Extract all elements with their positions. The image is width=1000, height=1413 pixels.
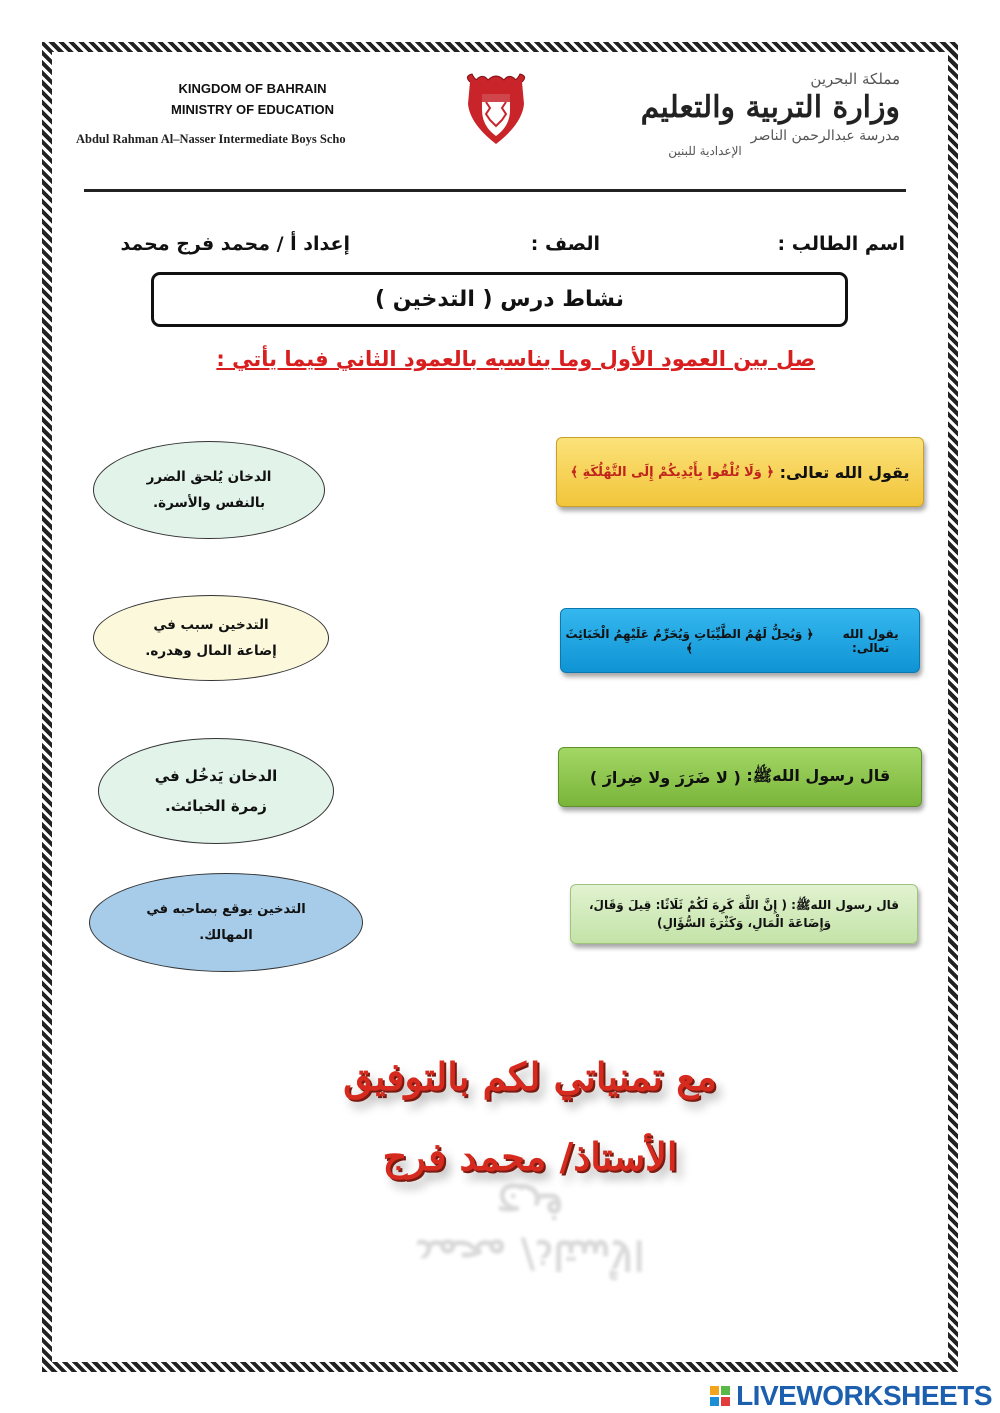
class-label: الصف : — [530, 233, 600, 255]
source-3-prefix: قال رسول اللهﷺ: — [746, 765, 891, 785]
teacher-signature: الأستاذ/ محمد فرج — [382, 1134, 678, 1179]
match-target-2[interactable] — [93, 595, 329, 681]
school-type-arabic: الإعدادية للبنين — [668, 144, 742, 158]
liveworksheets-brand[interactable] — [710, 1380, 992, 1412]
source-4-prefix: قال رسول اللهﷺ: — [791, 898, 900, 912]
prepared-by-label: إعداد أ / محمد فرج محمد — [120, 233, 350, 255]
match-source-3[interactable] — [558, 747, 922, 807]
match-target-4[interactable] — [89, 873, 363, 972]
liveworksheets-logo-icon — [710, 1386, 730, 1406]
lesson-title: نشاط درس ( التدخين ) — [151, 272, 848, 327]
reflection-text: الأستاذ/ محمد فرج — [415, 1184, 645, 1278]
source-2-prefix: يقول الله تعالى: — [842, 626, 899, 655]
ministry-label-arabic: وزارة التربية والتعليم — [640, 90, 900, 125]
match-source-1[interactable] — [556, 437, 924, 507]
instruction-text: صل بين العمود الأول وما يناسبه بالعمود الثاني فيما يأتي : — [216, 347, 815, 371]
match-source-4[interactable] — [570, 884, 918, 944]
school-name-english: Abdul Rahman Al–Nasser Intermediate Boys Scho — [76, 132, 346, 146]
target-3-text: الدخان يَدخُل في زمرة الخبائث. — [154, 767, 278, 815]
bahrain-emblem-icon — [464, 74, 528, 152]
target-4-text: التدخين يوقع بصاحبه في المهالك. — [146, 901, 306, 943]
match-target-1[interactable] — [93, 441, 325, 539]
match-source-2[interactable] — [560, 608, 920, 673]
school-name-arabic: مدرسة عبدالرحمن الناصر — [750, 128, 900, 144]
source-1-prefix: يقول الله تعالى: — [779, 462, 910, 482]
header-divider — [84, 189, 906, 192]
kingdom-label-arabic: مملكة البحرين — [810, 70, 900, 88]
kingdom-label: KINGDOM OF BAHRAIN — [178, 81, 327, 96]
source-1-quote: ﴿ وَلَا تُلْقُوا بِأَيْدِيكُمْ إِلَى التَّهْلُكَةِ ﴾ — [570, 464, 775, 480]
target-2-text: التدخين سبب في إضاعة المال وهدره. — [145, 617, 277, 659]
target-1-text: الدخان يُلحق الضرر بالنفس والأسرة. — [146, 469, 272, 511]
english-header — [120, 78, 385, 120]
student-name-label: اسم الطالب : — [777, 233, 905, 255]
ministry-label: MINISTRY OF EDUCATION — [171, 102, 334, 117]
closing-wish: مع تمنياتي لكم بالتوفيق — [343, 1054, 717, 1099]
source-3-quote: ( لا ضَرَرَ ولا ضِرارَ ) — [589, 767, 741, 787]
source-2-quote: ﴿ وَيُحِلُّ لَهُمُ الطَّيِّبَاتِ وَيُحَرِّمُ عَلَيْهِمُ الْخَبَائِثَ ﴾ — [565, 626, 814, 655]
closing-reflection — [380, 1184, 680, 1278]
brand-name: LIVEWORKSHEETS — [736, 1380, 992, 1411]
match-target-3[interactable] — [98, 738, 334, 844]
source-4-quote: ( إِنَّ اللَّهَ كَرِهَ لَكُمْ ثَلَاثًا: قِيلَ وَقَالَ، وَإِضَاعَةَ الْمَالِ، وَكَثْرَةَ السُّؤَالِ) — [588, 898, 832, 930]
arabic-header — [600, 70, 900, 158]
